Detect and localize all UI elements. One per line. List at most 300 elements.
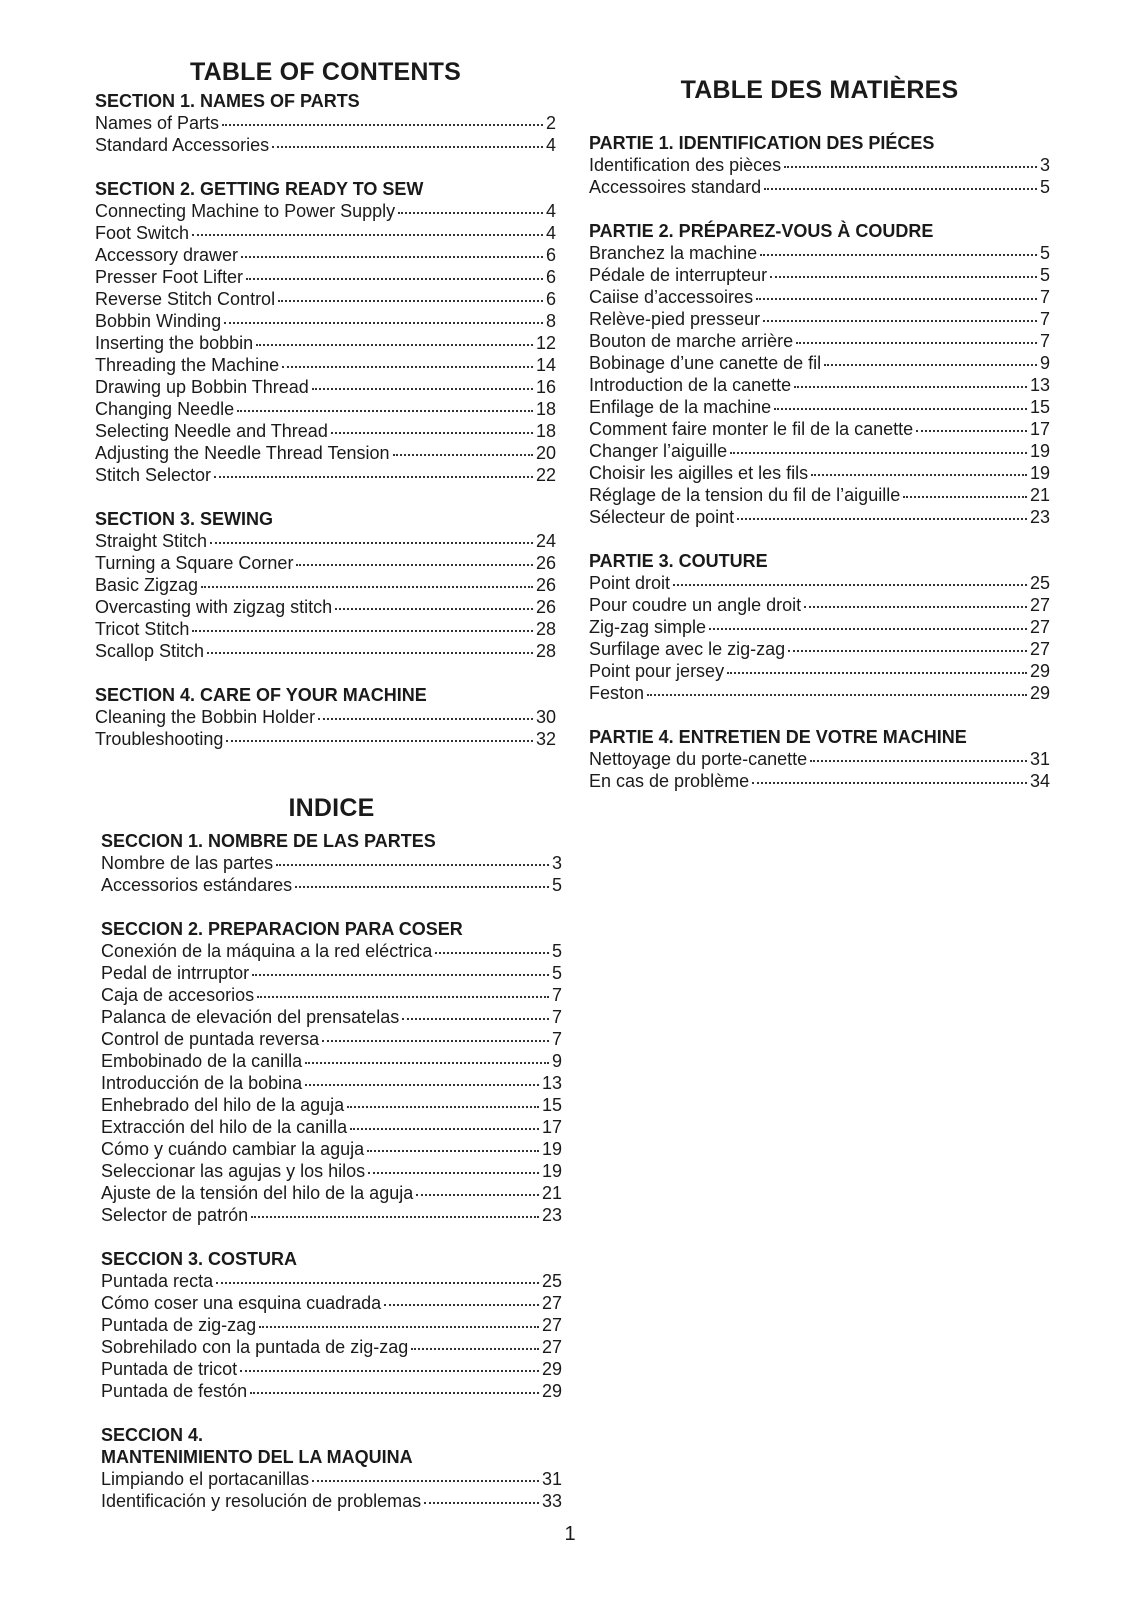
toc-entry	[101, 1270, 562, 1292]
toc-entry	[589, 616, 1050, 638]
toc-entry-page: 18	[535, 421, 556, 441]
toc-entry-label: Nombre de las partes	[101, 853, 274, 873]
toc-entry	[589, 154, 1050, 176]
toc-entry-label: Extracción del hilo de la canilla	[101, 1117, 348, 1137]
toc-entry	[101, 1182, 562, 1204]
dot-leader	[810, 760, 1027, 762]
toc-entry	[589, 286, 1050, 308]
dot-leader	[367, 1150, 539, 1152]
toc-entry-label: Embobinado de la canilla	[101, 1051, 303, 1071]
toc-entry-label: Bouton de marche arrière	[589, 331, 794, 351]
toc-entry	[589, 242, 1050, 264]
dot-leader	[796, 342, 1037, 344]
toc-entry-label: Introduction de la canette	[589, 375, 792, 395]
toc-entry-page: 27	[541, 1315, 562, 1335]
toc-entry-page: 26	[535, 575, 556, 595]
toc-entry-page: 19	[1029, 463, 1050, 483]
dot-leader	[811, 474, 1027, 476]
dot-leader	[257, 996, 549, 998]
toc-entry-label: Control de puntada reversa	[101, 1029, 320, 1049]
toc-entry	[589, 440, 1050, 462]
toc-entry-label: Changing Needle	[95, 399, 235, 419]
dot-leader	[763, 320, 1037, 322]
toc-entry-label: Feston	[589, 683, 645, 703]
toc-entry-page: 26	[535, 597, 556, 617]
toc-entry-label: Caiise d’accessoires	[589, 287, 754, 307]
dot-leader	[240, 1370, 539, 1372]
toc-entry-page: 8	[545, 311, 556, 331]
dot-leader	[216, 1282, 539, 1284]
toc-entry	[589, 660, 1050, 682]
toc-entry	[95, 134, 556, 156]
toc-entry	[101, 852, 562, 874]
toc-entry	[95, 266, 556, 288]
dot-leader	[335, 608, 533, 610]
toc-entry	[101, 1028, 562, 1050]
dot-leader	[647, 694, 1027, 696]
section-heading: SECCION 3. COSTURA	[101, 1249, 298, 1269]
toc-entry-label: Enhebrado del hilo de la aguja	[101, 1095, 345, 1115]
toc-entry-label: Bobbin Winding	[95, 311, 222, 331]
toc-entry	[589, 462, 1050, 484]
dot-leader	[207, 652, 533, 654]
toc-entry	[95, 618, 556, 640]
toc-entry-page: 30	[535, 707, 556, 727]
toc-entry	[589, 594, 1050, 616]
toc-section	[589, 220, 1050, 528]
toc-entry-label: Identificación y resolución de problemas	[101, 1491, 422, 1511]
toc-entry-label: Choisir les aigilles et les fils	[589, 463, 809, 483]
toc-entry-label: Changer l’aiguille	[589, 441, 728, 461]
toc-entry-page: 25	[541, 1271, 562, 1291]
dot-leader	[210, 542, 533, 544]
toc-entry-page: 6	[545, 267, 556, 287]
toc-entry-page: 32	[535, 729, 556, 749]
toc-entry	[589, 352, 1050, 374]
toc-entry-page: 31	[541, 1469, 562, 1489]
toc-entry-page: 5	[1039, 265, 1050, 285]
toc-entry	[95, 310, 556, 332]
toc-entry-label: Réglage de la tension du fil de l’aiguille	[589, 485, 901, 505]
toc-entry	[101, 1050, 562, 1072]
toc-entry	[101, 1380, 562, 1402]
dot-leader	[350, 1128, 539, 1130]
dot-leader	[727, 672, 1027, 674]
toc-entry	[95, 574, 556, 596]
toc-entry	[101, 1204, 562, 1226]
dot-leader	[251, 1216, 539, 1218]
toc-entry-label: Sélecteur de point	[589, 507, 735, 527]
toc-entry	[589, 374, 1050, 396]
toc-entry-label: Threading the Machine	[95, 355, 280, 375]
page-number: 1	[564, 1523, 576, 1545]
dot-leader	[709, 628, 1027, 630]
toc-entry	[101, 1116, 562, 1138]
toc-section	[589, 550, 1050, 704]
toc-entry	[95, 640, 556, 662]
toc-entry-page: 22	[535, 465, 556, 485]
toc-entry	[95, 288, 556, 310]
toc-entry-page: 19	[541, 1139, 562, 1159]
toc-entry	[95, 398, 556, 420]
toc-entry-label: Caja de accesorios	[101, 985, 255, 1005]
section-heading: PARTIE 2. PRÉPAREZ-VOUS À COUDRE	[589, 221, 934, 241]
dot-leader	[756, 298, 1037, 300]
dot-leader	[278, 300, 543, 302]
toc-entry-label: Puntada recta	[101, 1271, 214, 1291]
toc-section	[101, 1424, 562, 1512]
dot-leader	[312, 1480, 539, 1482]
toc-entry-page: 9	[1039, 353, 1050, 373]
toc-entry-label: Names of Parts	[95, 113, 220, 133]
section-heading: SECTION 4. CARE OF YOUR MACHINE	[95, 685, 427, 705]
toc-entry-page: 21	[541, 1183, 562, 1203]
toc-entry-label: Troubleshooting	[95, 729, 224, 749]
toc-entry-label: Drawing up Bobbin Thread	[95, 377, 309, 397]
toc-entry-label: Seleccionar las agujas y los hilos	[101, 1161, 366, 1181]
toc-entry-page: 4	[545, 223, 556, 243]
toc-entry	[589, 418, 1050, 440]
toc-entry-label: Cómo coser una esquina cuadrada	[101, 1293, 382, 1313]
toc-entry-page: 4	[545, 201, 556, 221]
toc-entry-page: 7	[1039, 287, 1050, 307]
dot-leader	[774, 408, 1027, 410]
dot-leader	[296, 564, 533, 566]
toc-entry-page: 7	[551, 1029, 562, 1049]
toc-entry	[101, 1160, 562, 1182]
section-heading: SECTION 3. SEWING	[95, 509, 274, 529]
toc-entry-page: 17	[541, 1117, 562, 1137]
toc-entry-page: 23	[1029, 507, 1050, 527]
toc-entry	[589, 748, 1050, 770]
section-heading: PARTIE 4. ENTRETIEN DE VOTRE MACHINE	[589, 727, 967, 747]
toc-entry-page: 29	[541, 1359, 562, 1379]
section-heading: SECCION 1. NOMBRE DE LAS PARTES	[101, 831, 436, 851]
toc-entry-page: 34	[1029, 771, 1050, 791]
toc-entry-label: Zig-zag simple	[589, 617, 707, 637]
toc-entry-label: Pedal de intrruptor	[101, 963, 250, 983]
dot-leader	[272, 146, 543, 148]
toc-entry-label: Foot Switch	[95, 223, 190, 243]
toc-entry-page: 12	[535, 333, 556, 353]
toc-entry-page: 13	[1029, 375, 1050, 395]
toc-entry-label: Nettoyage du porte-canette	[589, 749, 808, 769]
toc-entry-page: 24	[535, 531, 556, 551]
toc-entry	[95, 596, 556, 618]
toc-entry-label: Turning a Square Corner	[95, 553, 294, 573]
toc-entry-page: 7	[1039, 331, 1050, 351]
toc-section	[95, 684, 556, 750]
toc-section	[101, 1248, 562, 1402]
toc-entry	[589, 638, 1050, 660]
toc-entry-label: Point droit	[589, 573, 671, 593]
dot-leader	[252, 974, 549, 976]
dot-leader	[730, 452, 1027, 454]
toc-entry-label: Overcasting with zigzag stitch	[95, 597, 333, 617]
toc-entry-page: 28	[535, 619, 556, 639]
toc-entry	[95, 200, 556, 222]
toc-entry	[101, 1314, 562, 1336]
toc-entry-page: 23	[541, 1205, 562, 1225]
toc-entry-page: 3	[551, 853, 562, 873]
toc-entry	[101, 962, 562, 984]
dot-leader	[384, 1304, 539, 1306]
dot-leader	[347, 1106, 539, 1108]
toc-entry-page: 9	[551, 1051, 562, 1071]
toc-entry-page: 2	[545, 113, 556, 133]
toc-entry-label: Tricot Stitch	[95, 619, 190, 639]
dot-leader	[192, 234, 543, 236]
dot-leader	[903, 496, 1027, 498]
toc-entry-page: 4	[545, 135, 556, 155]
toc-entry-page: 27	[541, 1293, 562, 1313]
dot-leader	[237, 410, 533, 412]
toc-entry	[589, 506, 1050, 528]
toc-entry-page: 25	[1029, 573, 1050, 593]
dot-leader	[256, 344, 533, 346]
dot-leader	[214, 476, 533, 478]
toc-entry-page: 29	[541, 1381, 562, 1401]
toc-entry-label: Comment faire monter le fil de la canette	[589, 419, 914, 439]
toc-entry-page: 13	[541, 1073, 562, 1093]
dot-leader	[331, 432, 533, 434]
dot-leader	[226, 740, 533, 742]
dot-leader	[752, 782, 1027, 784]
section-heading: SECTION 2. GETTING READY TO SEW	[95, 179, 424, 199]
toc-entry	[589, 264, 1050, 286]
dot-leader	[770, 276, 1037, 278]
toc-entry	[101, 874, 562, 896]
toc-entry-page: 27	[541, 1337, 562, 1357]
dot-leader	[259, 1326, 539, 1328]
toc-entry-page: 29	[1029, 683, 1050, 703]
toc-entry	[95, 728, 556, 750]
title-indice: INDICE	[288, 794, 375, 822]
toc-entry-label: Cómo y cuándo cambiar la aguja	[101, 1139, 365, 1159]
dot-leader	[737, 518, 1027, 520]
toc-entry-label: Straight Stitch	[95, 531, 208, 551]
toc-entry	[101, 1072, 562, 1094]
toc-entry	[95, 332, 556, 354]
toc-entry	[589, 330, 1050, 352]
dot-leader	[764, 188, 1037, 190]
toc-entry-label: Surfilage avec le zig-zag	[589, 639, 786, 659]
toc-entry-label: Relève-pied presseur	[589, 309, 761, 329]
title-table-of-contents: TABLE OF CONTENTS	[190, 58, 461, 86]
toc-entry-label: Puntada de festón	[101, 1381, 248, 1401]
dot-leader	[224, 322, 543, 324]
section-heading: PARTIE 1. IDENTIFICATION DES PIÉCES	[589, 133, 935, 153]
dot-leader	[760, 254, 1037, 256]
toc-entry	[95, 552, 556, 574]
toc-section	[101, 830, 562, 896]
toc-entry-page: 31	[1029, 749, 1050, 769]
toc-entry-page: 5	[551, 875, 562, 895]
dot-leader	[824, 364, 1037, 366]
dot-leader	[368, 1172, 539, 1174]
toc-entry-page: 14	[535, 355, 556, 375]
toc-entry-page: 20	[535, 443, 556, 463]
toc-entry	[95, 354, 556, 376]
dot-leader	[435, 952, 549, 954]
toc-entry	[95, 706, 556, 728]
toc-entry-label: En cas de problème	[589, 771, 750, 791]
toc-entry-label: Introducción de la bobina	[101, 1073, 303, 1093]
toc-entry-label: Adjusting the Needle Thread Tension	[95, 443, 390, 463]
toc-entry	[95, 222, 556, 244]
toc-entry	[101, 1094, 562, 1116]
toc-entry-page: 33	[541, 1491, 562, 1511]
toc-section	[589, 726, 1050, 792]
section-heading: PARTIE 3. COUTURE	[589, 551, 768, 571]
toc-french	[589, 72, 1050, 814]
dot-leader	[241, 256, 543, 258]
dot-leader	[411, 1348, 539, 1350]
toc-entry-page: 6	[545, 245, 556, 265]
toc-entry	[589, 572, 1050, 594]
toc-entry-page: 3	[1039, 155, 1050, 175]
toc-english	[95, 54, 556, 772]
toc-section	[95, 508, 556, 662]
toc-entry-label: Puntada de zig-zag	[101, 1315, 257, 1335]
toc-entry	[95, 420, 556, 442]
toc-entry-label: Stitch Selector	[95, 465, 212, 485]
toc-entry-page: 21	[1029, 485, 1050, 505]
toc-entry-page: 15	[1029, 397, 1050, 417]
toc-entry-label: Selector de patrón	[101, 1205, 249, 1225]
toc-entry	[95, 376, 556, 398]
toc-entry-label: Pédale de interrupteur	[589, 265, 768, 285]
toc-entry-page: 26	[535, 553, 556, 573]
toc-entry-page: 5	[551, 941, 562, 961]
toc-entry-label: Selecting Needle and Thread	[95, 421, 328, 441]
toc-entry-label: Limpiando el portacanillas	[101, 1469, 310, 1489]
dot-leader	[250, 1392, 539, 1394]
dot-leader	[282, 366, 533, 368]
dot-leader	[416, 1194, 539, 1196]
toc-section	[95, 178, 556, 486]
toc-entry-page: 27	[1029, 595, 1050, 615]
section-heading-line2: MANTENIMIENTO DEL LA MAQUINA	[101, 1447, 413, 1467]
toc-entry-page: 28	[535, 641, 556, 661]
toc-entry-label: Scallop Stitch	[95, 641, 205, 661]
dot-leader	[322, 1040, 549, 1042]
toc-entry-label: Identification des pièces	[589, 155, 782, 175]
dot-leader	[804, 606, 1027, 608]
dot-leader	[393, 454, 533, 456]
dot-leader	[398, 212, 543, 214]
toc-entry	[589, 770, 1050, 792]
toc-entry	[101, 1358, 562, 1380]
toc-entry-page: 18	[535, 399, 556, 419]
toc-entry-page: 7	[1039, 309, 1050, 329]
toc-entry-page: 29	[1029, 661, 1050, 681]
toc-entry-label: Accessorios estándares	[101, 875, 293, 895]
toc-entry-label: Pour coudre un angle droit	[589, 595, 802, 615]
dot-leader	[312, 388, 533, 390]
toc-entry	[101, 984, 562, 1006]
dot-leader	[424, 1502, 539, 1504]
toc-entry-label: Cleaning the Bobbin Holder	[95, 707, 316, 727]
toc-entry	[589, 396, 1050, 418]
toc-entry	[589, 682, 1050, 704]
toc-entry	[95, 244, 556, 266]
toc-entry-label: Standard Accessories	[95, 135, 270, 155]
toc-entry	[95, 464, 556, 486]
title-table-des-matieres: TABLE DES MATIÈRES	[680, 76, 959, 104]
toc-entry-label: Conexión de la máquina a la red eléctrica	[101, 941, 433, 961]
toc-entry-page: 27	[1029, 617, 1050, 637]
toc-entry-page: 5	[1039, 243, 1050, 263]
dot-leader	[246, 278, 543, 280]
toc-entry	[101, 1006, 562, 1028]
toc-entry-label: Accessory drawer	[95, 245, 239, 265]
toc-entry-page: 27	[1029, 639, 1050, 659]
toc-entry-page: 19	[1029, 441, 1050, 461]
toc-entry	[95, 112, 556, 134]
toc-section	[95, 90, 556, 156]
toc-entry	[101, 1292, 562, 1314]
toc-entry	[101, 940, 562, 962]
toc-entry-page: 15	[541, 1095, 562, 1115]
section-heading: SECTION 1. NAMES OF PARTS	[95, 91, 360, 111]
toc-entry-label: Bobinage d’une canette de fil	[589, 353, 822, 373]
toc-section	[101, 918, 562, 1226]
toc-entry-page: 5	[551, 963, 562, 983]
toc-entry-label: Reverse Stitch Control	[95, 289, 276, 309]
dot-leader	[794, 386, 1027, 388]
dot-leader	[402, 1018, 549, 1020]
toc-entry-page: 5	[1039, 177, 1050, 197]
dot-leader	[222, 124, 543, 126]
toc-entry-label: Point pour jersey	[589, 661, 725, 681]
toc-entry	[95, 530, 556, 552]
dot-leader	[916, 430, 1027, 432]
toc-entry-label: Presser Foot Lifter	[95, 267, 244, 287]
toc-entry-label: Sobrehilado con la puntada de zig-zag	[101, 1337, 409, 1357]
dot-leader	[276, 864, 549, 866]
section-heading: SECCION 4.	[101, 1425, 204, 1445]
toc-entry-page: 19	[541, 1161, 562, 1181]
toc-entry-page: 16	[535, 377, 556, 397]
toc-entry-label: Connecting Machine to Power Supply	[95, 201, 396, 221]
section-heading: SECCION 2. PREPARACION PARA COSER	[101, 919, 463, 939]
dot-leader	[673, 584, 1027, 586]
toc-section	[589, 132, 1050, 198]
toc-spanish	[101, 790, 562, 1534]
toc-entry	[589, 176, 1050, 198]
toc-entry	[95, 442, 556, 464]
toc-entry-label: Accessoires standard	[589, 177, 762, 197]
toc-entry-page: 17	[1029, 419, 1050, 439]
toc-entry-label: Ajuste de la tensión del hilo de la aguja	[101, 1183, 414, 1203]
dot-leader	[305, 1084, 539, 1086]
dot-leader	[305, 1062, 549, 1064]
toc-entry-label: Branchez la machine	[589, 243, 758, 263]
dot-leader	[784, 166, 1037, 168]
dot-leader	[201, 586, 533, 588]
toc-entry-label: Basic Zigzag	[95, 575, 199, 595]
dot-leader	[318, 718, 533, 720]
dot-leader	[192, 630, 533, 632]
toc-entry-label: Enfilage de la machine	[589, 397, 772, 417]
toc-entry-label: Palanca de elevación del prensatelas	[101, 1007, 400, 1027]
toc-entry-label: Inserting the bobbin	[95, 333, 254, 353]
toc-entry-label: Puntada de tricot	[101, 1359, 238, 1379]
toc-entry-page: 7	[551, 985, 562, 1005]
toc-entry-page: 6	[545, 289, 556, 309]
toc-entry	[589, 308, 1050, 330]
